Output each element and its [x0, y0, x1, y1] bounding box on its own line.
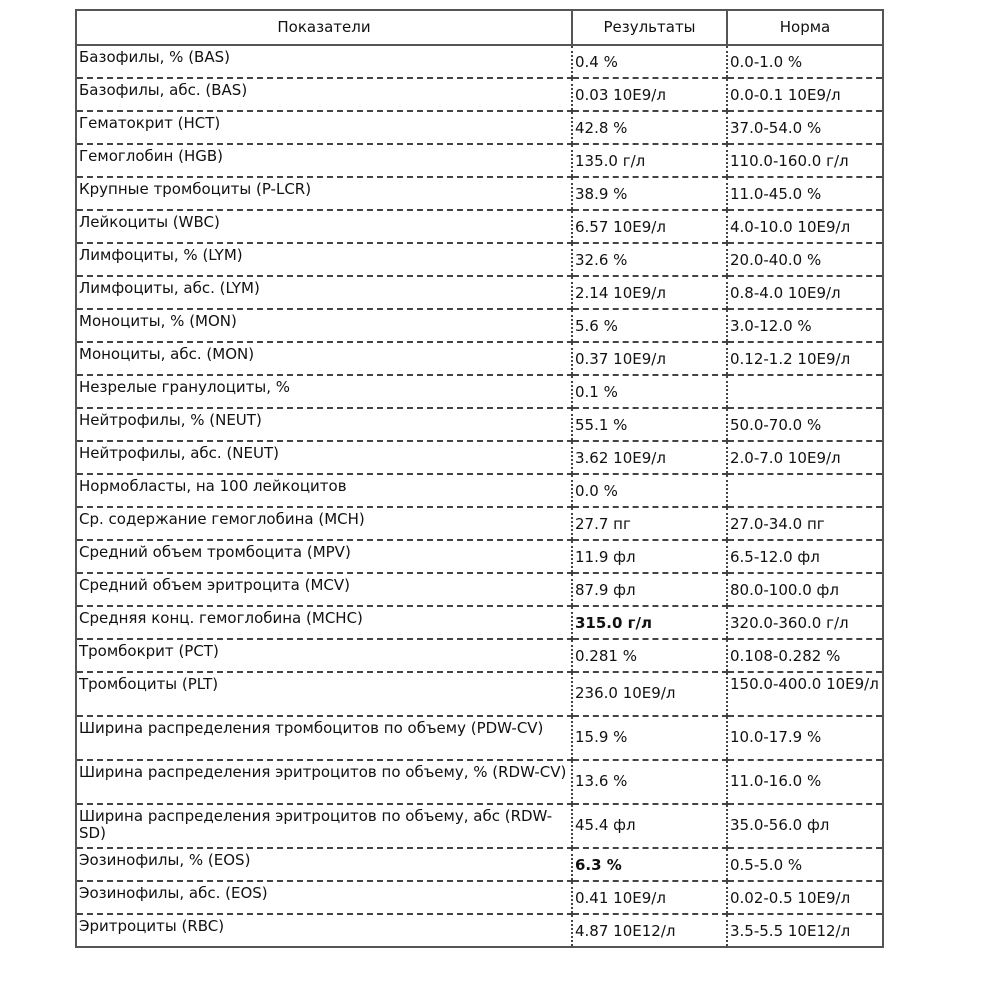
norm-cell: 0.108-0.282 % — [727, 639, 883, 672]
indicator-cell: Лейкоциты (WBC) — [76, 210, 572, 243]
table-row — [76, 507, 883, 540]
result-cell: 27.7 пг — [572, 507, 727, 540]
norm-cell: 0.0-1.0 % — [727, 45, 883, 78]
norm-cell — [727, 474, 883, 507]
result-cell: 32.6 % — [572, 243, 727, 276]
indicator-cell: Эозинофилы, % (EOS) — [76, 848, 572, 881]
result-cell: 13.6 % — [572, 760, 727, 804]
indicator-cell: Ширина распределения эритроцитов по объему, % (RDW-CV) — [76, 760, 572, 804]
indicator-cell: Эозинофилы, абс. (EOS) — [76, 881, 572, 914]
indicator-cell: Ср. содержание гемоглобина (MCH) — [76, 507, 572, 540]
norm-cell: 4.0-10.0 10E9/л — [727, 210, 883, 243]
indicator-cell: Гематокрит (HCT) — [76, 111, 572, 144]
result-cell: 0.4 % — [572, 45, 727, 78]
indicator-cell: Ширина распределения тромбоцитов по объему (PDW-CV) — [76, 716, 572, 760]
table-row — [76, 177, 883, 210]
norm-cell: 27.0-34.0 пг — [727, 507, 883, 540]
norm-cell: 11.0-16.0 % — [727, 760, 883, 804]
result-cell: 15.9 % — [572, 716, 727, 760]
result-cell: 4.87 10E12/л — [572, 914, 727, 947]
indicator-cell: Моноциты, абс. (MON) — [76, 342, 572, 375]
table-row — [76, 45, 883, 78]
table-row — [76, 672, 883, 716]
indicator-cell: Тромбокрит (PCT) — [76, 639, 572, 672]
norm-cell: 20.0-40.0 % — [727, 243, 883, 276]
result-cell: 135.0 г/л — [572, 144, 727, 177]
norm-cell: 11.0-45.0 % — [727, 177, 883, 210]
table-row — [76, 78, 883, 111]
result-cell: 0.41 10E9/л — [572, 881, 727, 914]
indicator-cell: Базофилы, % (BAS) — [76, 45, 572, 78]
header-norm: Норма — [727, 10, 883, 45]
result-cell: 3.62 10E9/л — [572, 441, 727, 474]
result-cell: 0.37 10E9/л — [572, 342, 727, 375]
norm-cell: 6.5-12.0 фл — [727, 540, 883, 573]
norm-cell: 80.0-100.0 фл — [727, 573, 883, 606]
table-row — [76, 639, 883, 672]
result-cell: 5.6 % — [572, 309, 727, 342]
result-cell: 42.8 % — [572, 111, 727, 144]
header-indicator: Показатели — [76, 10, 572, 45]
norm-cell — [727, 375, 883, 408]
table-row — [76, 606, 883, 639]
table-row — [76, 144, 883, 177]
result-cell: 11.9 фл — [572, 540, 727, 573]
norm-cell: 0.8-4.0 10E9/л — [727, 276, 883, 309]
table-row — [76, 408, 883, 441]
header-result: Результаты — [572, 10, 727, 45]
indicator-cell: Нормобласты, на 100 лейкоцитов — [76, 474, 572, 507]
result-cell: 315.0 г/л — [572, 606, 727, 639]
table-row — [76, 760, 883, 804]
result-cell: 0.0 % — [572, 474, 727, 507]
result-cell: 45.4 фл — [572, 804, 727, 848]
indicator-cell: Крупные тромбоциты (P-LCR) — [76, 177, 572, 210]
table-row — [76, 375, 883, 408]
norm-cell: 0.02-0.5 10E9/л — [727, 881, 883, 914]
norm-cell: 3.5-5.5 10E12/л — [727, 914, 883, 947]
norm-cell: 320.0-360.0 г/л — [727, 606, 883, 639]
norm-cell: 10.0-17.9 % — [727, 716, 883, 760]
result-cell: 55.1 % — [572, 408, 727, 441]
table-row — [76, 914, 883, 947]
norm-cell: 0.12-1.2 10E9/л — [727, 342, 883, 375]
indicator-cell: Лимфоциты, % (LYM) — [76, 243, 572, 276]
result-cell: 38.9 % — [572, 177, 727, 210]
norm-cell: 150.0-400.0 10E9/л — [727, 672, 883, 716]
result-cell: 0.03 10E9/л — [572, 78, 727, 111]
table-row — [76, 111, 883, 144]
table-row — [76, 848, 883, 881]
table-row — [76, 881, 883, 914]
table-row — [76, 276, 883, 309]
table-header-row — [76, 10, 883, 45]
norm-cell: 50.0-70.0 % — [727, 408, 883, 441]
result-cell: 0.1 % — [572, 375, 727, 408]
indicator-cell: Нейтрофилы, % (NEUT) — [76, 408, 572, 441]
indicator-cell: Средняя конц. гемоглобина (MCHC) — [76, 606, 572, 639]
result-cell: 0.281 % — [572, 639, 727, 672]
table-row — [76, 210, 883, 243]
norm-cell: 110.0-160.0 г/л — [727, 144, 883, 177]
norm-cell: 35.0-56.0 фл — [727, 804, 883, 848]
norm-cell: 37.0-54.0 % — [727, 111, 883, 144]
norm-cell: 0.0-0.1 10E9/л — [727, 78, 883, 111]
indicator-cell: Моноциты, % (MON) — [76, 309, 572, 342]
table-row — [76, 573, 883, 606]
table-row — [76, 309, 883, 342]
norm-cell: 0.5-5.0 % — [727, 848, 883, 881]
indicator-cell: Тромбоциты (PLT) — [76, 672, 572, 716]
table-row — [76, 342, 883, 375]
indicator-cell: Лимфоциты, абс. (LYM) — [76, 276, 572, 309]
norm-cell: 2.0-7.0 10E9/л — [727, 441, 883, 474]
indicator-cell: Нейтрофилы, абс. (NEUT) — [76, 441, 572, 474]
norm-cell: 3.0-12.0 % — [727, 309, 883, 342]
table-row — [76, 804, 883, 848]
result-cell: 6.57 10E9/л — [572, 210, 727, 243]
indicator-cell: Незрелые гранулоциты, % — [76, 375, 572, 408]
table-row — [76, 441, 883, 474]
table-row — [76, 716, 883, 760]
result-cell: 6.3 % — [572, 848, 727, 881]
indicator-cell: Гемоглобин (HGB) — [76, 144, 572, 177]
result-cell: 236.0 10E9/л — [572, 672, 727, 716]
table-row — [76, 474, 883, 507]
indicator-cell: Средний объем эритроцита (MCV) — [76, 573, 572, 606]
indicator-cell: Средний объем тромбоцита (MPV) — [76, 540, 572, 573]
table-row — [76, 243, 883, 276]
indicator-cell: Эритроциты (RBC) — [79, 917, 225, 935]
indicator-cell: Базофилы, абс. (BAS) — [76, 78, 572, 111]
result-cell: 2.14 10E9/л — [572, 276, 727, 309]
indicator-cell: Ширина распределения эритроцитов по объему, абс (RDW-SD) — [76, 804, 572, 848]
table-row — [76, 540, 883, 573]
result-cell: 87.9 фл — [572, 573, 727, 606]
lab-results-table — [75, 9, 884, 948]
